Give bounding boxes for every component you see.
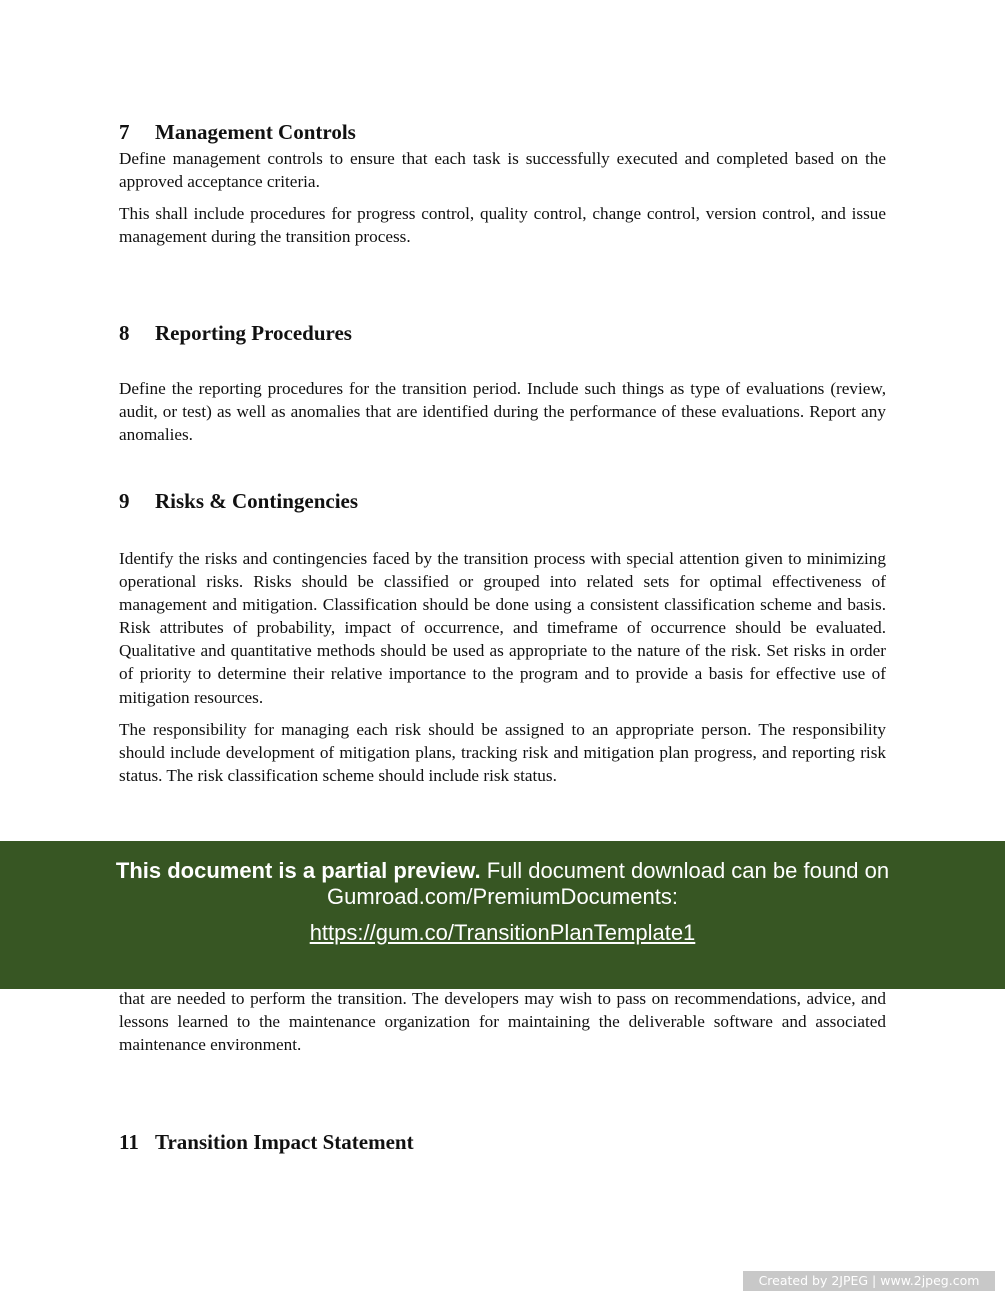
watermark: Created by 2JPEG | www.2jpeg.com [743,1271,995,1291]
section-heading [119,119,886,145]
section-number: 7 [119,120,130,144]
banner-message [0,841,1005,910]
section-risks-contingencies [119,488,886,787]
section-reporting-procedures [119,320,886,446]
banner-bold-text: This document is a partial preview. [115,858,481,883]
section-title: Management Controls [155,120,356,144]
paragraph: This shall include procedures for progress control, quality control, change control, version control, and issue management during the transition process. [119,204,886,247]
section-heading [119,320,886,346]
paragraph: The responsibility for managing each risk should be assigned to an appropriate person. The responsibility should include development of mitigation plans, tracking risk and mitigation plan progress, and reporting risk status. The risk classification scheme should include risk status. [119,719,886,785]
download-link[interactable]: https://gum.co/TransitionPlanTemplate1 [309,920,696,945]
paragraph: Identify the risks and contingencies faced by the transition process with special attention given to minimizing operational risks. Risks should be classified or grouped into related sets for optimal effectiveness of management and mitigation. Classification should be done using a consistent classification scheme and basis. Risk attributes of probability, impact of occurrence, and timeframe of occurrence should be evaluated. Qualitative and quantitative methods should be used as appropriate to the nature of the risk. Set risks in order of priority to determine their relative importance to the program and to provide a basis for effective use of mitigation resources. [119,549,886,707]
section-10-continuation [119,987,886,1056]
banner-text: Full document download can be found on Gumroad.com/PremiumDocuments: [327,858,890,909]
section-transition-impact-statement [119,1129,886,1155]
partial-preview-banner [0,841,1005,989]
paragraph: Define management controls to ensure that each task is successfully executed and completed based on the approved acceptance criteria. [119,149,886,192]
section-heading [119,1129,886,1155]
section-number: 9 [119,489,130,513]
paragraph: Define the reporting procedures for the transition period. Include such things as type of evaluations (review, audit, or test) as well as anomalies that are identified during the performance of these evaluations. Report any anomalies. [119,379,886,445]
section-number: 8 [119,321,130,345]
section-title: Transition Impact Statement [155,1130,414,1154]
section-title: Reporting Procedures [155,321,352,345]
paragraph: that are needed to perform the transition. The developers may wish to pass on recommendations, advice, and lessons learned to the maintenance organization for maintaining the deliverable software and associated maintenance environment. [119,989,886,1055]
section-title: Risks & Contingencies [155,489,359,513]
section-number: 11 [119,1130,139,1154]
section-heading [119,488,886,514]
section-management-controls [119,119,886,248]
